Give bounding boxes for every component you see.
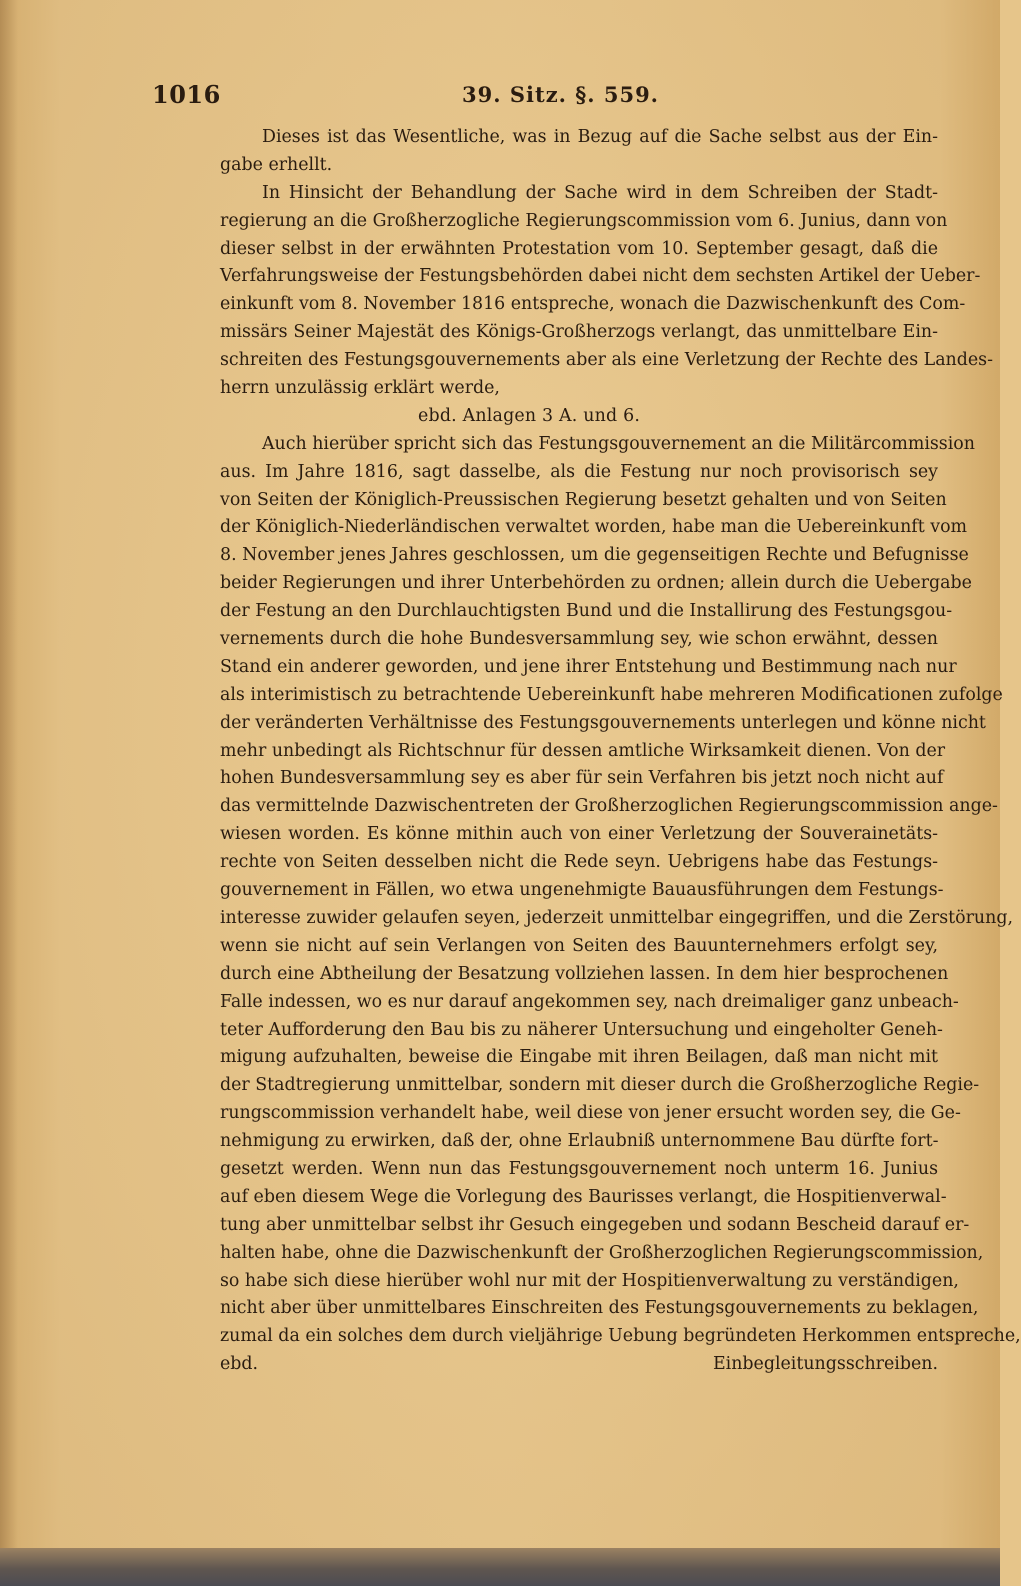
book-bottom-edge bbox=[0, 1548, 1000, 1586]
text-line: zumal da ein solches dem durch vieljährige Uebung begründeten Herkommen entspreche, bbox=[220, 1326, 1021, 1347]
text-line: als interimistisch zu betrachtende Uebereinkunft habe mehreren Modificationen zufolge bbox=[220, 684, 1003, 705]
bleed-through-text bbox=[120, 120, 230, 1370]
text-line: hohen Bundesversammlung sey es aber für sein Verfahren bis jetzt noch nicht auf bbox=[220, 768, 944, 789]
text-line: durch eine Abtheilung der Besatzung vollziehen lassen. In dem hier besprochenen bbox=[220, 963, 949, 984]
text-line: vernements durch die hohe Bundesversammlung sey, wie schon erwähnt, dessen bbox=[220, 629, 938, 650]
text-line: beider Regierungen und ihrer Unterbehörden zu ordnen; allein durch die Uebergabe bbox=[220, 573, 972, 594]
text-line: interesse zuwider gelaufen seyen, jederzeit unmittelbar eingegriffen, und die Zerstörung, bbox=[220, 907, 1013, 928]
text-line: tung aber unmittelbar selbst ihr Gesuch eingegeben und sodann Bescheid darauf er- bbox=[220, 1214, 970, 1235]
text-line: auf eben diesem Wege die Vorlegung des Baurisses verlangt, die Hospitienverwal- bbox=[220, 1186, 947, 1207]
text-line: mehr unbedingt als Richtschnur für dessen amtliche Wirksamkeit dienen. Von der bbox=[220, 740, 946, 761]
text-line: Auch hierüber spricht sich das Festungsgouvernement an die Militärcommission bbox=[262, 433, 975, 454]
text-line: migung aufzuhalten, beweise die Eingabe mit ihren Beilagen, daß man nicht mit bbox=[220, 1047, 938, 1068]
text-line: aus. Im Jahre 1816, sagt dasselbe, als die Festung nur noch provisorisch sey bbox=[220, 461, 938, 482]
text-line: rungscommission verhandelt habe, weil diese von jener ersucht worden sey, die Ge- bbox=[220, 1103, 961, 1124]
text-line: Stand ein anderer geworden, und jene ihrer Entstehung und Bestimmung nach nur bbox=[220, 656, 957, 677]
text-line: schreiten des Festungsgouvernements aber als eine Verletzung der Rechte des Landes- bbox=[220, 350, 993, 371]
text-line: wiesen worden. Es könne mithin auch von einer Verletzung der Souverainetäts- bbox=[220, 824, 938, 845]
text-line: Dieses ist das Wesentliche, was in Bezug auf die Sache selbst aus der Ein- bbox=[262, 127, 938, 147]
text-line: missärs Seiner Majestät des Königs-Großherzogs verlangt, das unmittelbare Ein- bbox=[220, 322, 938, 343]
text-line: dieser selbst in der erwähnten Protestation vom 10. September gesagt, daß die bbox=[220, 238, 938, 259]
text-line: von Seiten der Königlich-Preussischen Regierung besetzt gehalten und von Seiten bbox=[220, 489, 947, 510]
text-line: ebd. Einbegleitungsschreiben. bbox=[220, 1354, 938, 1375]
text-line: so habe sich diese hierüber wohl nur mit der Hospitienverwaltung zu verständigen, bbox=[220, 1270, 959, 1291]
running-head: 39. Sitz. §. 559. bbox=[462, 82, 659, 107]
text-line: gouvernement in Fällen, wo etwa ungenehmigte Bauausführungen dem Festungs- bbox=[220, 880, 944, 901]
text-line: nicht aber über unmittelbares Einschreiten des Festungsgouvernements zu beklagen, bbox=[220, 1298, 979, 1319]
reference-line: ebd. Anlagen 3 A. und 6. bbox=[418, 405, 641, 426]
text-line: wenn sie nicht auf sein Verlangen von Seiten des Bauunternehmers erfolgt sey, bbox=[220, 935, 938, 956]
text-line: der Festung an den Durchlauchtigsten Bund und die Installirung des Festungsgou- bbox=[220, 601, 953, 622]
text-line: herrn unzulässig erklärt werde, bbox=[220, 378, 500, 399]
text-line: In Hinsicht der Behandlung der Sache wird in dem Schreiben der Stadt- bbox=[262, 182, 938, 203]
page-number: 1016 bbox=[152, 80, 221, 109]
page-header bbox=[152, 80, 942, 120]
text-line: das vermittelnde Dazwischentreten der Großherzoglichen Regierungscommission ange- bbox=[220, 796, 998, 817]
body-text bbox=[220, 124, 1021, 1407]
text-line: Verfahrungsweise der Festungsbehörden dabei nicht dem sechsten Artikel der Ueber- bbox=[220, 266, 981, 287]
text-line: der Stadtregierung unmittelbar, sondern mit dieser durch die Großherzogliche Regie- bbox=[220, 1075, 980, 1096]
text-line: regierung an die Großherzogliche Regierungscommission vom 6. Junius, dann von bbox=[220, 210, 948, 231]
text-line: einkunft vom 8. November 1816 entspreche, wonach die Dazwischenkunft des Com- bbox=[220, 294, 966, 315]
text-line: der veränderten Verhältnisse des Festungsgouvernements unterlegen und könne nicht bbox=[220, 712, 986, 733]
text-line: nehmigung zu erwirken, daß der, ohne Erlaubniß unternommene Bau dürfte fort- bbox=[220, 1131, 939, 1152]
text-line: der Königlich-Niederländischen verwaltet worden, habe man die Uebereinkunft vom bbox=[220, 517, 968, 538]
text-line: teter Aufforderung den Bau bis zu näherer Untersuchung und eingeholter Geneh- bbox=[220, 1019, 943, 1040]
text-line: 8. November jenes Jahres geschlossen, um die gegenseitigen Rechte und Befugnisse bbox=[220, 545, 969, 566]
text-line: halten habe, ohne die Dazwischenkunft der Großherzoglichen Regierungscommission, bbox=[220, 1242, 984, 1263]
text-line: gesetzt werden. Wenn nun das Festungsgouvernement noch unterm 16. Junius bbox=[220, 1158, 938, 1179]
reference-line bbox=[220, 1379, 938, 1407]
text-line: Falle indessen, wo es nur darauf angekommen sey, nach dreimaliger ganz unbeach- bbox=[220, 991, 959, 1012]
page-gutter-shadow bbox=[0, 0, 18, 1548]
text-line: rechte von Seiten desselben nicht die Rede seyn. Uebrigens habe das Festungs- bbox=[220, 852, 938, 873]
text-line: gabe erhellt. bbox=[220, 154, 333, 175]
